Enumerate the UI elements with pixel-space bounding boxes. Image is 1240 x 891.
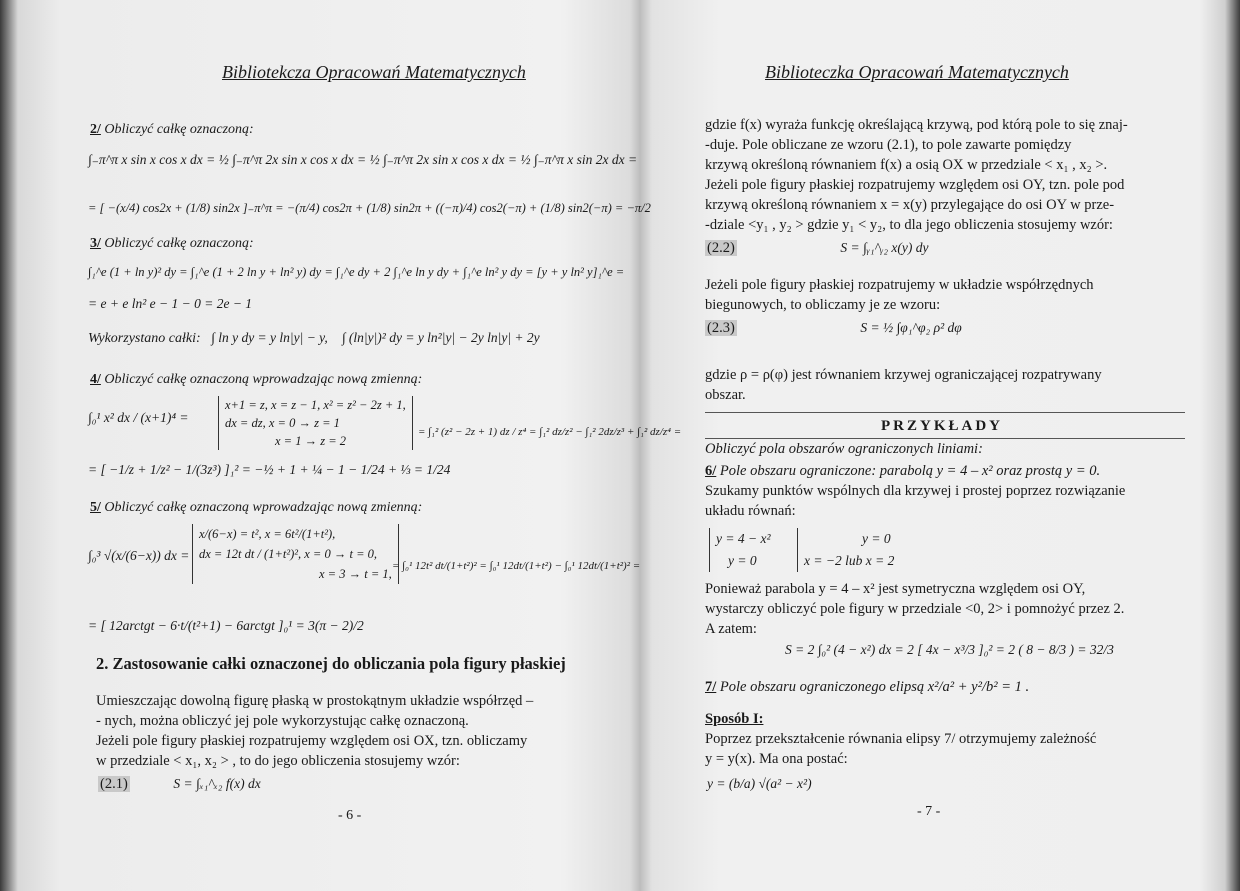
right-line-2: -duje. Pole obliczane ze wzoru (2.1), to pole zawarte pomiędzy	[705, 137, 1072, 153]
formula-tag-2-1: (2.1)	[100, 776, 128, 792]
ex3-line2: = e + e ln² e − 1 − 0 = 2e − 1	[88, 296, 253, 311]
ex2-line2: = [ −(x/4) cos2x + (1/8) sin2x ]₋π^π = −(π/4) cos2π + (1/8) sin2π + ((−π)/4) cos2(−π) + (1/8) sin2(−π) = −π/2	[88, 201, 651, 215]
left-para2: - nych, można obliczyć jej pole wykorzystując całkę oznaczoną.	[96, 713, 469, 729]
divider-top	[705, 412, 1185, 413]
right-header: Biblioteczka Opracowań Matematycznych	[765, 62, 1069, 82]
examples-subtitle: Obliczyć pola obszarów ograniczonych liniami:	[705, 441, 983, 457]
ex6-sys2a: y = 0	[862, 531, 891, 546]
right-line-5: krzywą określoną równaniem x = x(y) przylegające do osi OY w prze-	[705, 197, 1115, 213]
formula-2-3: S = ½ ∫φ₁^φ₂ ρ² dφ	[860, 320, 962, 335]
ex6-sys1a: y = 4 − x²	[716, 531, 771, 546]
ex6-text-2: układu równań:	[705, 503, 796, 519]
left-para1: Umieszczając dowolną figurę płaską w prostokątnym układzie współrzęd –	[96, 693, 534, 709]
ex6-calc: S = 2 ∫₀² (4 − x²) dx = 2 [ 4x − x³/3 ]₀² = 2 ( 8 − 8/3 ) = 32/3	[785, 642, 1114, 657]
ex3-used1: ∫ ln y dy = y ln|y| − y,	[211, 330, 328, 345]
rho-line-2: obszar.	[705, 387, 746, 403]
ex4-line1b: = ∫₁² (z² − 2z + 1) dz / z⁴ = ∫₁² dz/z² − ∫₁² 2dz/z³ + ∫₁² dz/z⁴ =	[418, 426, 682, 438]
ex5-heading	[90, 500, 422, 516]
ex5-sub3: x = 3 → t = 1,	[319, 567, 392, 581]
ex4-task: Obliczyć całkę oznaczoną wprowadzając nową zmienną:	[104, 372, 423, 387]
ex3-used	[88, 330, 540, 347]
ex5-sub2: dx = 12t dt / (1+t²)², x = 0 → t = 0,	[199, 547, 378, 561]
ex3-label: 3/	[90, 236, 101, 251]
rho-line-1: gdzie ρ = ρ(φ) jest równaniem krzywej ograniczającej rozpatrywany	[705, 367, 1102, 383]
ex6-sys1b: y = 0	[728, 553, 757, 568]
ex6-text-5: A zatem:	[705, 621, 757, 637]
ex6-system-2	[797, 528, 894, 572]
left-para3: Jeżeli pole figury płaskiej rozpatrujemy względem osi OX, tzn. obliczamy	[96, 733, 528, 749]
ex4-heading	[90, 372, 422, 388]
divider-bottom	[705, 438, 1185, 439]
ex3-task: Obliczyć całkę oznaczoną:	[104, 236, 254, 251]
ex2-line1: ∫₋π^π x sin x cos x dx = ½ ∫₋π^π 2x sin x cos x dx = ½ ∫₋π^π 2x sin x cos x dx = ½ ∫₋π^π x sin 2x dx =	[88, 152, 638, 167]
ex2-task: Obliczyć całkę oznaczoną:	[104, 122, 254, 137]
formula-2-3-row	[705, 318, 962, 338]
right-line-4: Jeżeli pole figury płaskiej rozpatrujemy względem osi OY, tzn. pole pod	[705, 177, 1125, 193]
ex4-sub1: x+1 = z, x = z − 1, x² = z² − 2z + 1,	[225, 398, 406, 412]
ex3-used2: ∫ (ln|y|)² dy = y ln²|y| − 2y ln|y| + 2y	[341, 330, 540, 345]
ex4-sub2: dx = dz, x = 0 → z = 1	[225, 416, 340, 430]
ex3-used-label: Wykorzystano całki:	[88, 331, 201, 346]
ex7-heading	[705, 678, 1029, 697]
examples-title: PRZYKŁADY	[881, 418, 1004, 434]
ex4-line2: = [ −1/z + 1/z² − 1/(3z³) ]₁² = −½ + 1 + ¼ − 1 − 1/24 + ⅓ = 1/24	[88, 462, 451, 477]
section-heading: 2. Zastosowanie całki oznaczonej do obliczania pola figury płaskiej	[96, 654, 566, 673]
ex6-sys2b: x = −2 lub x = 2	[804, 553, 895, 568]
ex4-integral: ∫₀¹ x² dx / (x+1)⁴ =	[88, 410, 189, 425]
ex5-line1b: = ∫₀¹ 12t² dt/(1+t²)² = ∫₀¹ 12dt/(1+t²) − ∫₀¹ 12dt/(1+t²)² =	[392, 560, 641, 572]
ex6-system-1	[709, 528, 771, 572]
right-line-3: krzywą określoną równaniem f(x) a osią OX w przedziale < x₁ , x₂ >.	[705, 157, 1108, 173]
ex4-sub3: x = 1 → z = 2	[275, 434, 347, 448]
left-page-number: - 6 -	[338, 808, 362, 823]
formula-tag-2-2: (2.2)	[707, 240, 735, 256]
ex2-label: 2/	[90, 122, 101, 137]
ex5-label: 5/	[90, 500, 101, 515]
way1-formula: y = (b/a) √(a² − x²)	[707, 776, 812, 791]
formula-2-1: S = ∫ₓ₁^ₓ₂ f(x) dx	[173, 776, 261, 791]
formula-2-1-row	[98, 774, 261, 794]
ex6-text-3: Ponieważ parabola y = 4 – x² jest symetryczna względem osi OY,	[705, 581, 1086, 597]
right-page	[645, 0, 1205, 891]
polar-line-2: biegunowych, to obliczamy je ze wzoru:	[705, 297, 941, 313]
ex5-integral: ∫₀³ √(x/(6−x)) dx =	[88, 548, 190, 563]
ex7-label: 7/	[705, 679, 717, 695]
ex3-line1: ∫₁^e (1 + ln y)² dy = ∫₁^e (1 + 2 ln y + ln² y) dy = ∫₁^e dy + 2 ∫₁^e ln y dy + ∫₁^e ln² y dy = [y + y ln² y]₁^e =	[88, 265, 625, 279]
ex5-line2: = [ 12arctgt − 6·t/(t²+1) − 6arctgt ]₀¹ = 3(π − 2)/2	[88, 618, 364, 633]
ex4-substitution	[218, 396, 413, 450]
formula-2-2-row	[705, 238, 929, 258]
ex2-heading	[90, 122, 254, 138]
right-line-6: -dziale <y₁ , y₂ > gdzie y₁ < y₂, to dla jego obliczenia stosujemy wzór:	[705, 217, 1113, 233]
right-page-number: - 7 -	[917, 804, 941, 819]
left-para4: w przedziale < x₁, x₂ > , to do jego obliczenia stosujemy wzór:	[96, 753, 460, 769]
polar-line-1: Jeżeli pole figury płaskiej rozpatrujemy w układzie współrzędnych	[705, 277, 1094, 293]
ex6-text-1: Szukamy punktów wspólnych dla krzywej i prostej poprzez rozwiązanie	[705, 483, 1126, 499]
ex7-task: Pole obszaru ograniczonego elipsą x²/a² + y²/b² = 1 .	[719, 679, 1030, 695]
ex3-heading	[90, 236, 254, 252]
right-line-1: gdzie f(x) wyraża funkcję określającą krzywą, pod którą pole to się znaj-	[705, 117, 1128, 133]
formula-2-2: S = ∫ᵧ₁^ᵧ₂ x(y) dy	[840, 240, 929, 255]
way1-heading: Sposób I:	[705, 711, 764, 727]
ex6-label: 6/	[705, 463, 717, 479]
ex6-heading	[705, 462, 1100, 481]
ex6-text-4: wystarczy obliczyć pole figury w przedziale <0, 2> i pomnożyć przez 2.	[705, 601, 1125, 617]
ex4-label: 4/	[90, 372, 101, 387]
way1-text-2: y = y(x). Ma ona postać:	[705, 751, 848, 767]
ex5-substitution	[192, 524, 399, 584]
formula-tag-2-3: (2.3)	[707, 320, 735, 336]
way1-text-1: Poprzez przekształcenie równania elipsy 7/ otrzymujemy zależność	[705, 731, 1097, 747]
left-page	[40, 0, 682, 891]
ex5-task: Obliczyć całkę oznaczoną wprowadzając nową zmienną:	[104, 500, 423, 515]
ex5-sub1: x/(6−x) = t², x = 6t²/(1+t²),	[199, 527, 336, 541]
left-header: Bibliotekcza Opracowań Matematycznych	[222, 62, 526, 82]
ex6-task: Pole obszaru ograniczone: parabolą y = 4 – x² oraz prostą y = 0.	[719, 463, 1101, 479]
